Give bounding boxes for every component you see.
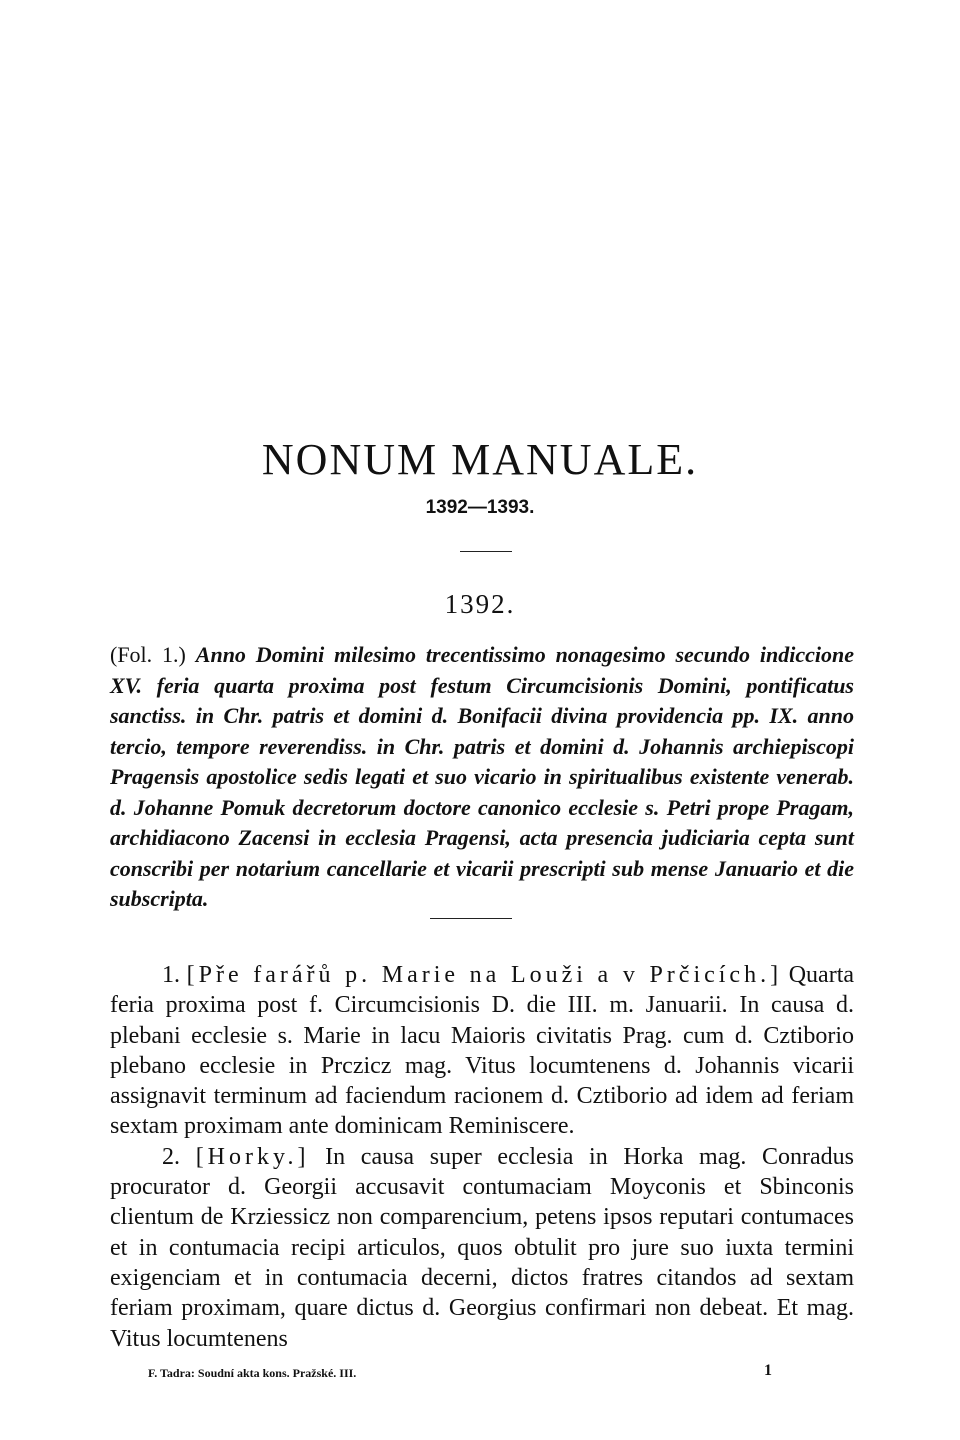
divider-rule (460, 551, 512, 552)
folio-reference: (Fol. 1.) (110, 642, 186, 667)
intro-paragraph (110, 640, 854, 915)
entries-body (110, 960, 854, 1354)
year-heading: 1392. (444, 589, 516, 619)
intro-text: Anno Domini milesimo trecentissimo nonagesimo secundo indiccione XV. feria quarta proxima post festum Circumcisionis Domini, pontificatus sanctiss. in Chr. patris et domini d. Bonifacii divina providencia pp. IX. anno tercio, tempore reverendiss. in Chr. patris et domini d. Johannis archiepiscopi Pragensis apostolice sedis legati et suo vicario in spiritualibus existente venerab. d. Johanne Pomuk decretorum doctore canonico ecclesie s. Petri prope Pragam, archidiacono Zacensi in ecclesia Pragensi, acta presencia judiciaria cepta sunt conscribi per notarium cancellarie et vicarii prescripti sub mense Januario et die subscripta. (110, 642, 855, 911)
entry-heading: [Horky.] (195, 1143, 310, 1170)
document-title: NONUM MANUALE. (261, 435, 699, 484)
entry-paragraph (110, 1142, 854, 1354)
entry-number: 2. (162, 1143, 180, 1170)
footer-citation: F. Tadra: Soudní akta kons. Pražské. III. (148, 1366, 357, 1380)
page-number: 1 (764, 1362, 772, 1379)
entry-paragraph (110, 960, 854, 1142)
entry-number: 1. (162, 962, 180, 988)
entry-text: In causa super ecclesia in Horka mag. Conradus procurator d. Georgii accusavit contumaciam Moyconis et Sbinconis clientum de Krziessicz non comparencium, petens ipsos reputari contumaces et in contumacia recipi articulos, quos obtulit pro jure suo iuxta termini exigenciam et in contumacia decerni, dictos fratres citandos ad sextam feriam proximam, quare dictus d. Georgius confirmari non debeat. Et mag. Vitus locumtenens (110, 1143, 855, 1352)
entry-heading: [Pře farářů p. Marie na Louži a v Prčicích.] (186, 962, 783, 988)
divider-rule (430, 918, 512, 919)
entry-text: Quarta feria proxima post f. Circumcisionis D. die III. m. Januarii. In causa d. plebani ecclesie s. Marie in lacu Maioris civitatis Prag. cum d. Cztiborio plebano ecclesie in Prczicz mag. Vitus locumtenens d. Johannis vicarii assignavit terminum ad faciendum racionem d. Cztiborio ad idem ad feriam sextam proximam ante dominicam Reminiscere. (110, 962, 855, 1140)
year-range: 1392—1393. (425, 497, 535, 518)
